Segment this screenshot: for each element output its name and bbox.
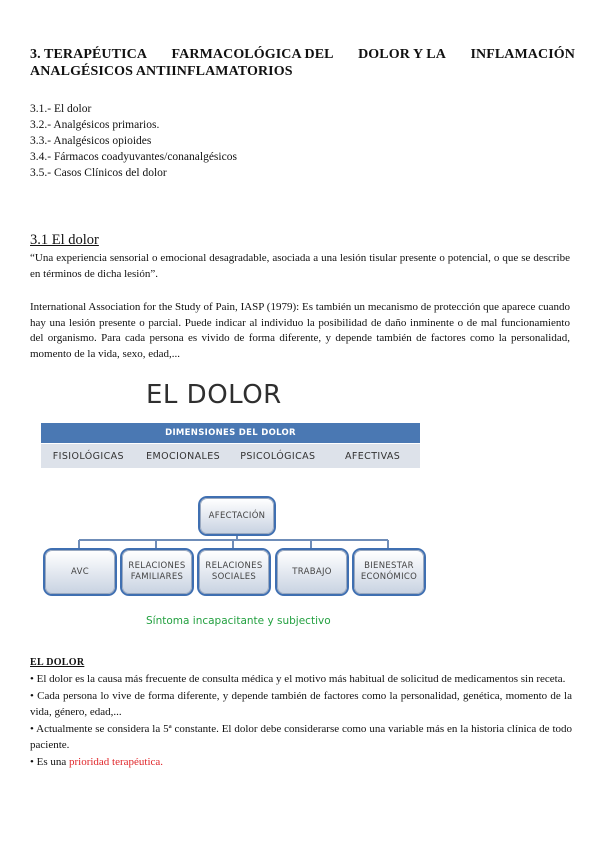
dimension-cell: FISIOLÓGICAS (52, 450, 124, 462)
child-node: RELACIONES FAMILIARES (122, 550, 192, 594)
bullet-item: • Cada persona lo vive de forma diferente, y depende también de factores como la personalidad, genética, momento de la vida, género, edad,... (30, 690, 572, 718)
toc-item: 3.1.- El dolor (30, 103, 92, 115)
title-part: INFLAMACIÓN (470, 47, 575, 62)
title-part: 3. TERAPÉUTICA (30, 47, 148, 62)
toc-item: 3.4.- Fármacos coadyuvantes/conanalgésicos (30, 151, 237, 163)
dimension-cell: PSICOLÓGICAS (240, 450, 316, 462)
title-line-2: ANALGÉSICOS ANTIINFLAMATORIOS (30, 64, 293, 79)
root-node-afectacion: AFECTACIÓN (200, 498, 274, 534)
title-part: DOLOR Y LA (358, 47, 446, 62)
highlight-text: prioridad terapéutica. (68, 756, 164, 768)
bullet-prefix: • Es una (30, 756, 69, 768)
bullet-item (30, 754, 572, 770)
bullet-list (30, 671, 572, 771)
definition-quote: “Una experiencia sensorial o emocional desagradable, asociada a una lesión tisular presente o potencial, o que se describe en términos de dicha lesión”. (30, 252, 570, 280)
figure-title: EL DOLOR (146, 380, 282, 410)
subheading: EL DOLOR (30, 657, 85, 668)
toc-item: 3.3.- Analgésicos opioides (30, 135, 152, 147)
title-part: FARMACOLÓGICA DEL (171, 47, 334, 62)
toc-item: 3.2.- Analgésicos primarios. (30, 119, 160, 131)
child-node: AVC (45, 550, 115, 594)
section-heading: 3.1 El dolor (30, 232, 99, 248)
child-node: BIENESTAR ECONÓMICO (354, 550, 424, 594)
bullet-item: • El dolor es la causa más frecuente de consulta médica y el motivo más habitual de solicitud de medicamentos sin receta. (30, 673, 566, 685)
toc-item: 3.5.- Casos Clínicos del dolor (30, 167, 167, 179)
child-node: TRABAJO (277, 550, 347, 594)
dimension-cell: AFECTIVAS (345, 450, 401, 462)
figure-caption: Síntoma incapacitante y subjectivo (146, 615, 331, 627)
child-node: RELACIONES SOCIALES (199, 550, 269, 594)
bullet-item: • Actualmente se considera la 5ª constante. El dolor debe considerarse como una variable más en la historia clínica de todo paciente. (30, 723, 572, 751)
dimension-cell: EMOCIONALES (146, 450, 221, 462)
iasp-paragraph: International Association for the Study of Pain, IASP (1979): Es también un mecanismo de protección que aparece cuando hay una lesión presente o parcial. Puede indicar al individuo la posibilidad de daño inminente o de mal funcionamiento del organismo. Para cada persona es vivido de forma diferente, y depende también de factores como la personalidad, momento de la vida, sexo, edad,... (30, 301, 570, 360)
dimensions-header: DIMENSIONES DEL DOLOR (41, 423, 420, 443)
